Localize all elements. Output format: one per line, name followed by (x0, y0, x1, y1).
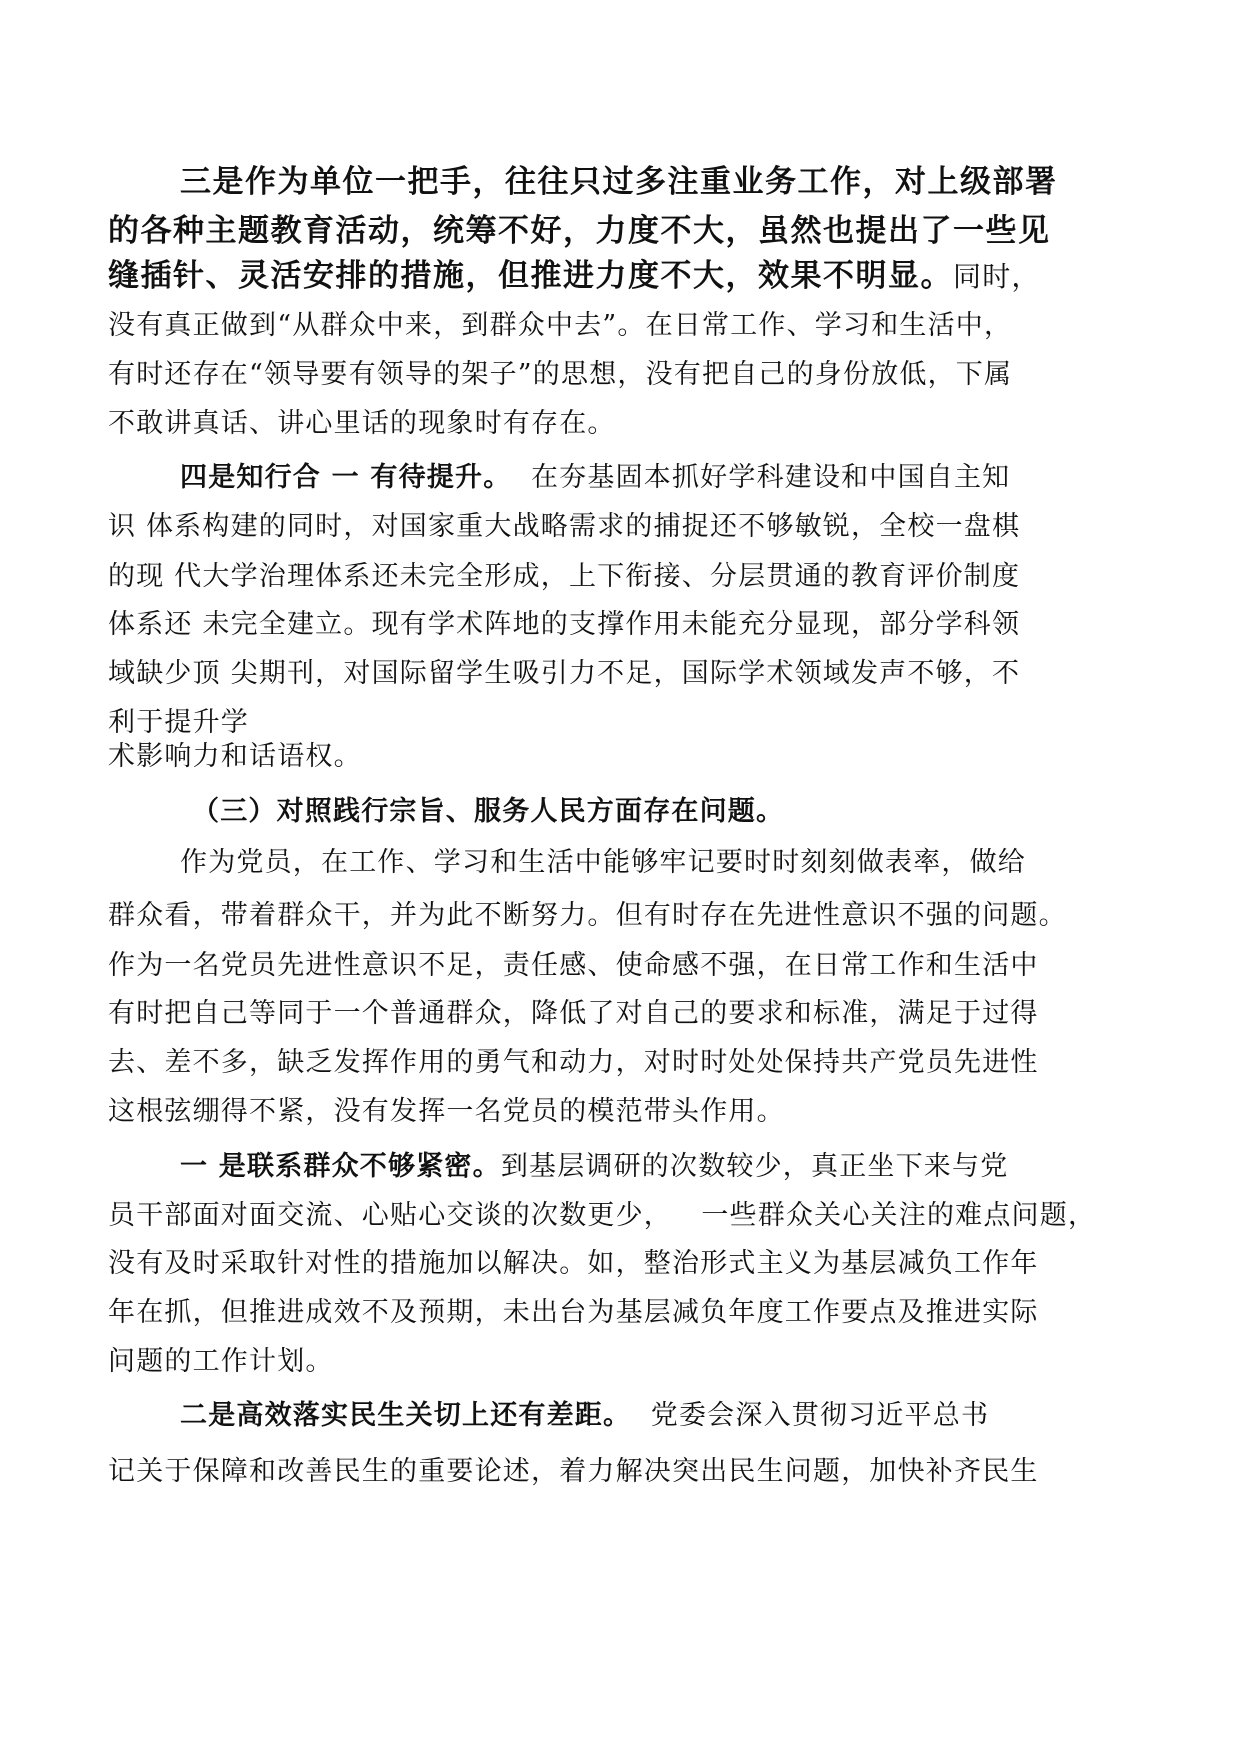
paragraph-line (180, 1147, 1008, 1187)
bold-text: 四是知行合 一 有待提升。 (180, 462, 512, 493)
paragraph-line: 体系还 未完全建立。现有学术阵地的支撑作用未能充分显现，部分学科领 (108, 609, 1021, 640)
paragraph-line (108, 256, 1041, 298)
paragraph-line (180, 458, 1010, 498)
bold-text: 二是高效落实民生关切上还有差距。 (180, 1400, 632, 1431)
paragraph-line: 年在抓，但推进成效不及预期，未出台为基层减负年度工作要点及推进实际 (108, 1297, 1039, 1328)
paragraph-line: 的现 代大学治理体系还未完全形成，上下衔接、分层贯通的教育评价制度 (108, 561, 1021, 592)
paragraph-line: 不敢讲真话、讲心里话的现象时有存在。 (108, 408, 616, 439)
paragraph-line: 记关于保障和改善民生的重要论述，着力解决突出民生问题，加快补齐民生 (108, 1456, 1039, 1487)
body-text: 党委会深入贯彻习近平总书 (631, 1400, 990, 1431)
paragraph-line: 的各种主题教育活动，统筹不好，力度不大，虽然也提出了一些见 (108, 213, 1051, 249)
bold-text: 缝插针、灵活安排的措施，但推进力度不大，效果不明显。 (108, 258, 953, 294)
paragraph-line: 作为党员，在工作、学习和生活中能够牢记要时时刻刻做表率，做给 (180, 847, 1026, 878)
paragraph-line: 这根弦绷得不紧，没有发挥一名党员的模范带头作用。 (108, 1096, 785, 1127)
paragraph-line: 去、差不多，缺乏发挥作用的勇气和动力，对时时处处保持共产党员先进性 (108, 1047, 1039, 1078)
paragraph-line: 员干部面对面交流、心贴心交谈的次数更少， 一些群众关心关注的难点问题， (108, 1200, 1097, 1231)
paragraph-line: 没有真正做到“从群众中来，到群众中去”。在日常工作、学习和生活中， (108, 310, 1013, 341)
paragraph-line: 识 体系构建的同时，对国家重大战略需求的捕捉还不够敏锐，全校一盘棋 (108, 511, 1021, 542)
paragraph-line: 域缺少顶 尖期刊，对国际留学生吸引力不足，国际学术领域发声不够，不 (108, 658, 1021, 689)
paragraph-line: 没有及时采取针对性的措施加以解决。如，整治形式主义为基层减负工作年 (108, 1248, 1039, 1279)
paragraph-line: 群众看，带着群众干，并为此不断努力。但有时存在先进性意识不强的问题。 (108, 900, 1067, 931)
paragraph-line: 问题的工作计划。 (108, 1346, 334, 1377)
paragraph-line: 有时把自己等同于一个普通群众，降低了对自己的要求和标准，满足于过得 (108, 998, 1039, 1029)
bold-text: 一 是联系群众不够紧密。 (180, 1151, 501, 1182)
paragraph-line: 术影响力和话语权。 (108, 741, 362, 772)
paragraph-line: 利于提升学 (108, 707, 249, 738)
section-heading: （三）对照践行宗旨、服务人民方面存在问题。 (192, 796, 785, 827)
paragraph-line: 三是作为单位一把手，往往只过多注重业务工作，对上级部署 (180, 164, 1058, 200)
body-text: 到基层调研的次数较少，真正坐下来与党 (500, 1151, 1009, 1182)
paragraph-line: 有时还存在“领导要有领导的架子”的思想，没有把自己的身份放低，下属 (108, 359, 1013, 390)
body-text: 在夯基固本抓好学科建设和中国自主知 (511, 462, 1011, 493)
paragraph-line: 作为一名党员先进性意识不足，责任感、使命感不强，在日常工作和生活中 (108, 950, 1039, 981)
paragraph-line (180, 1396, 989, 1436)
body-text: 同时， (953, 260, 1041, 293)
